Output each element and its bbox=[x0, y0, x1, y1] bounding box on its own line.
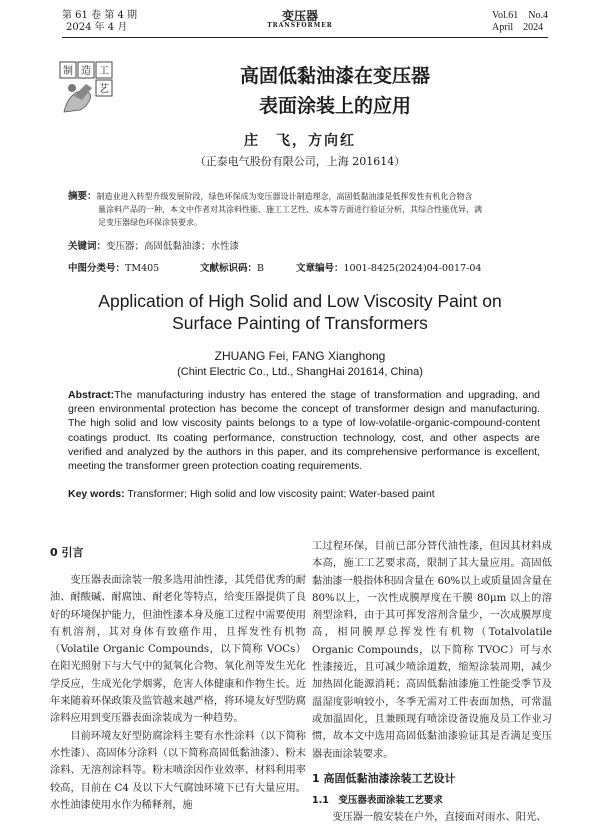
keywords-cn bbox=[68, 238, 239, 252]
journal-name-cn: 变压器 bbox=[281, 9, 318, 23]
article-no-value: 1001-8425(2024)04-0017-04 bbox=[343, 263, 482, 274]
volume-issue-cn: 第 61 卷 第 4 期 bbox=[62, 10, 137, 21]
abstract-cn-label: 摘要： bbox=[68, 191, 97, 202]
keywords-en-text: Transformer; High solid and low viscosity paint; Water-based paint bbox=[127, 488, 435, 500]
clc-number bbox=[68, 260, 159, 274]
paragraph: 工过程环保，目前已部分替代油性漆，但因其材料成本高，施工工艺要求高，限制了其大量应用。高固低黏油漆一般指体积固含量在 60%以上或质量固含量在 80%以上，一次性成膜厚度在干膜 80μm 以上的溶剂型涂料，由于其可挥发溶剂含量少，一次成膜厚度高，相同膜厚总挥发性有机物（Totalvolatile Organic Compounds，以下简称 TVOC）可与水性漆接近，且可减少喷涂道数，缩短涂装周期，减少加热固化能源消耗；高固低黏油漆施工性能受季节及温湿度影响较小，冬季无需对工件表面加热，可常温或加温固化，且兼顾现有喷涂设备设施及员工作业习惯，故本文中选用高固低黏油漆验证其是否满足变压器表面涂装要求。 bbox=[312, 541, 552, 760]
title-en-line2: Surface Painting of Transformers bbox=[172, 313, 428, 333]
doc-code-label: 文献标识码： bbox=[200, 263, 258, 274]
keywords-en bbox=[68, 488, 435, 500]
title-cn-line2: 表面涂装上的应用 bbox=[258, 95, 411, 117]
logo-char-3: 工 bbox=[99, 66, 109, 77]
abstract-cn-line2: 量涂料产品的一种，本文中作者对其涂料性能、施工工艺性、成本等方面进行验证分析，其综合性能优异，满 bbox=[98, 205, 482, 214]
doc-code-value: B bbox=[257, 263, 264, 274]
abstract-cn-line3: 足变压器绿色环保涂装要求。 bbox=[98, 218, 202, 227]
section-1-1-heading: 1.1 变压器表面涂装工艺要求 bbox=[312, 794, 443, 806]
logo-char-4: 艺 bbox=[99, 84, 109, 95]
abstract-en-text: The manufacturing industry has entered the stage of transformation and upgrading, and green environmental protection has become the concept of transformer design and manufacturing. The high solid and low viscosity paints belongs to a type of low-volatile-organic-compound-content coatings product. Its coating performance, construction technology, cost, and other aspects are verified and analyzed by the authors in this paper, and its comprehensive performance is excellent, meeting the transformer green protection coating requirements. bbox=[68, 389, 540, 473]
logo-char-2: 造 bbox=[81, 66, 91, 77]
body-right-column bbox=[312, 538, 552, 826]
authors-en: ZHUANG Fei, FANG Xianghong bbox=[214, 349, 386, 363]
clc-label: 中图分类号： bbox=[68, 263, 126, 274]
abstract-cn-line1: 制造业进入转型升级发展阶段，绿色环保成为变压器设计制造理念，高固低黏油漆是低挥发性有机化合物含 bbox=[96, 192, 473, 201]
article-no-label: 文章编号： bbox=[296, 263, 344, 274]
authors-cn: 庄 飞，方向红 bbox=[244, 133, 356, 149]
date-cn: 2024 年 4 月 bbox=[66, 22, 128, 33]
abstract-en bbox=[68, 388, 540, 473]
volume-en: Vol.61 bbox=[492, 10, 519, 21]
keywords-cn-label: 关键词： bbox=[68, 241, 107, 252]
issue-en: No.4 bbox=[528, 10, 548, 21]
keywords-cn-text: 变压器；高固低黏油漆；水性漆 bbox=[106, 241, 240, 252]
paragraph: 目前环境友好型防腐涂料主要有水性涂料（以下简称水性漆）、高固体分涂料（以下简称高固低黏油漆）、粉末涂料、无溶剂涂料等。粉末喷涂因作业效率、材料利用率较高，目前在 C4 及以下大气腐蚀环境下已有大量应用。水性油漆使用水作为稀释剂，施 bbox=[50, 730, 306, 811]
title-en-line1: Application of High Solid and Low Viscosity Paint on bbox=[98, 291, 502, 311]
abstract-cn bbox=[68, 190, 540, 229]
section-0-heading: 0 引言 bbox=[50, 546, 84, 559]
affiliation-cn: （正泰电气股份有限公司，上海 201614） bbox=[194, 155, 406, 168]
logo-char-1: 制 bbox=[63, 66, 73, 77]
manufacturing-process-logo-icon bbox=[58, 58, 120, 120]
body-left-column bbox=[50, 572, 306, 814]
clc-value: TM405 bbox=[125, 263, 160, 274]
journal-name-en: TRANSFORMER bbox=[267, 22, 333, 29]
affiliation-en: (Chint Electric Co., Ltd., ShangHai 201614, China) bbox=[177, 366, 423, 378]
paragraph: 变压器一般安装在户外，直接面对雨水、阳光、 bbox=[332, 811, 547, 823]
document-code bbox=[200, 260, 264, 274]
title-cn-line1: 高固低黏油漆在变压器 bbox=[239, 65, 430, 87]
header-rule bbox=[62, 37, 548, 38]
section-1-heading: 1 高固低黏油漆涂装工艺设计 bbox=[312, 771, 456, 785]
year-en: 2024 bbox=[523, 22, 544, 33]
month-en: April bbox=[492, 22, 514, 33]
abstract-en-label: Abstract: bbox=[68, 389, 115, 401]
running-header-right bbox=[492, 10, 548, 34]
keywords-en-label: Key words: bbox=[68, 488, 125, 500]
paragraph: 变压器表面涂装一般多选用油性漆，其凭借优秀的耐油、耐酸碱、耐腐蚀、耐老化等特点，给变压器提供了良好的环境保护能力，但油性漆本身及施工过程中需要使用有机溶剂，其对身体有致癌作用，且挥发性有机物（Volatile Organic Compounds，以下简称 VOCs）在阳光照射下与大气中的氮氧化合物、氧化剂等发生光化学反应，生成光化学烟雾，危害人体健康和作物生长。近年来随着环保政策及监管越来越严格，将环境友好型防腐涂料应用到变压器表面涂装成为一种趋势。 bbox=[50, 575, 306, 725]
article-number bbox=[296, 260, 481, 274]
